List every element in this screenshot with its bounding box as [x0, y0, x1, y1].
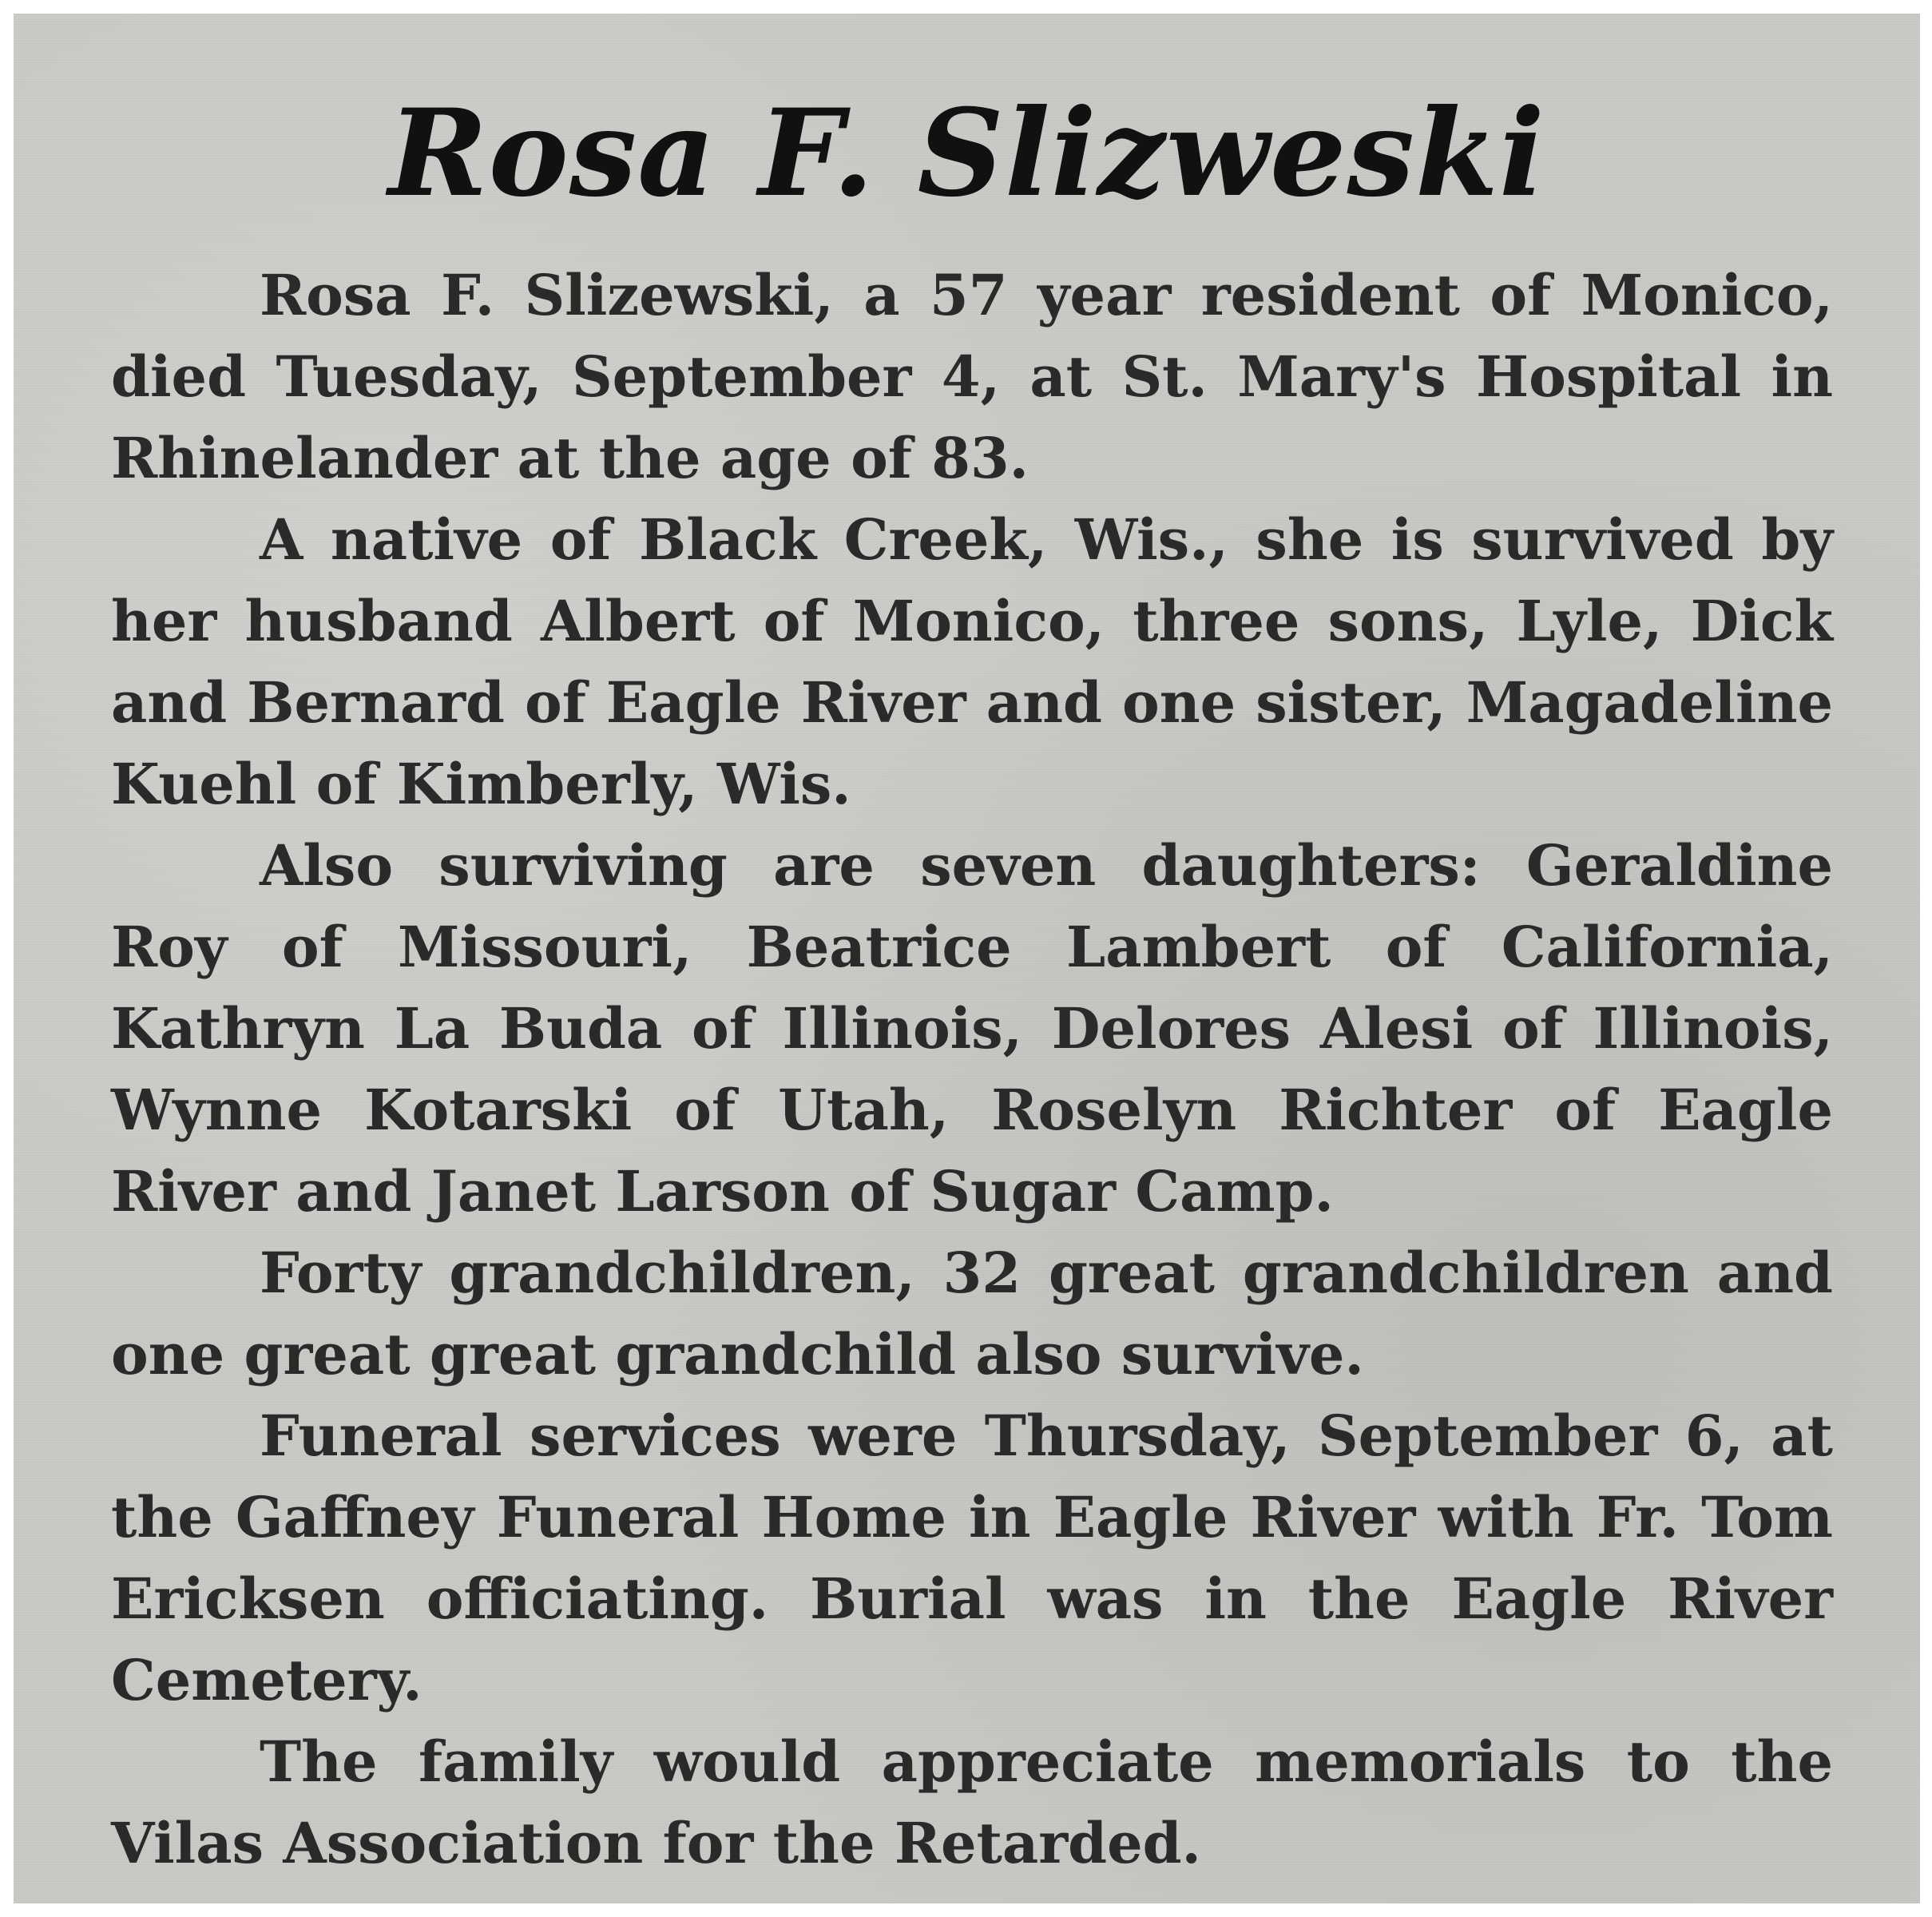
paragraph-daughters: Also surviving are seven daughters: Geraldine Roy of Missouri, Beatrice Lambert of California, Kathryn La Buda of Illinois, Delores Alesi of Illinois, Wynne Kotarski of Utah, Roselyn Richter of Eagle River and Janet Larson of Sugar Camp.	[111, 832, 1833, 1224]
obituary-headline: Rosa F. Slizweski	[388, 83, 1545, 224]
paragraph-funeral-services: Funeral services were Thursday, September 6, at the Gaffney Funeral Home in Eagle River with Fr. Tom Ericksen officiating. Burial was in the Eagle River Cemetery.	[111, 1403, 1833, 1713]
paragraph-survivors: A native of Black Creek, Wis., she is survived by her husband Albert of Monico, three sons, Lyle, Dick and Bernard of Eagle River and one sister, Magadeline Kuehl of Kimberly, Wis.	[111, 506, 1833, 817]
paragraph-death-notice: Rosa F. Slizewski, a 57 year resident of Monico, died Tuesday, September 4, at St. Mary's Hospital in Rhinelander at the age of 83.	[111, 262, 1833, 491]
paragraph-grandchildren: Forty grandchildren, 32 great grandchildren and one great great grandchild also survive.	[111, 1240, 1833, 1387]
obituary-body	[111, 255, 1833, 1884]
obituary-clipping	[14, 14, 1920, 1903]
paragraph-memorials: The family would appreciate memorials to the Vilas Association for the Retarded.	[111, 1728, 1833, 1876]
